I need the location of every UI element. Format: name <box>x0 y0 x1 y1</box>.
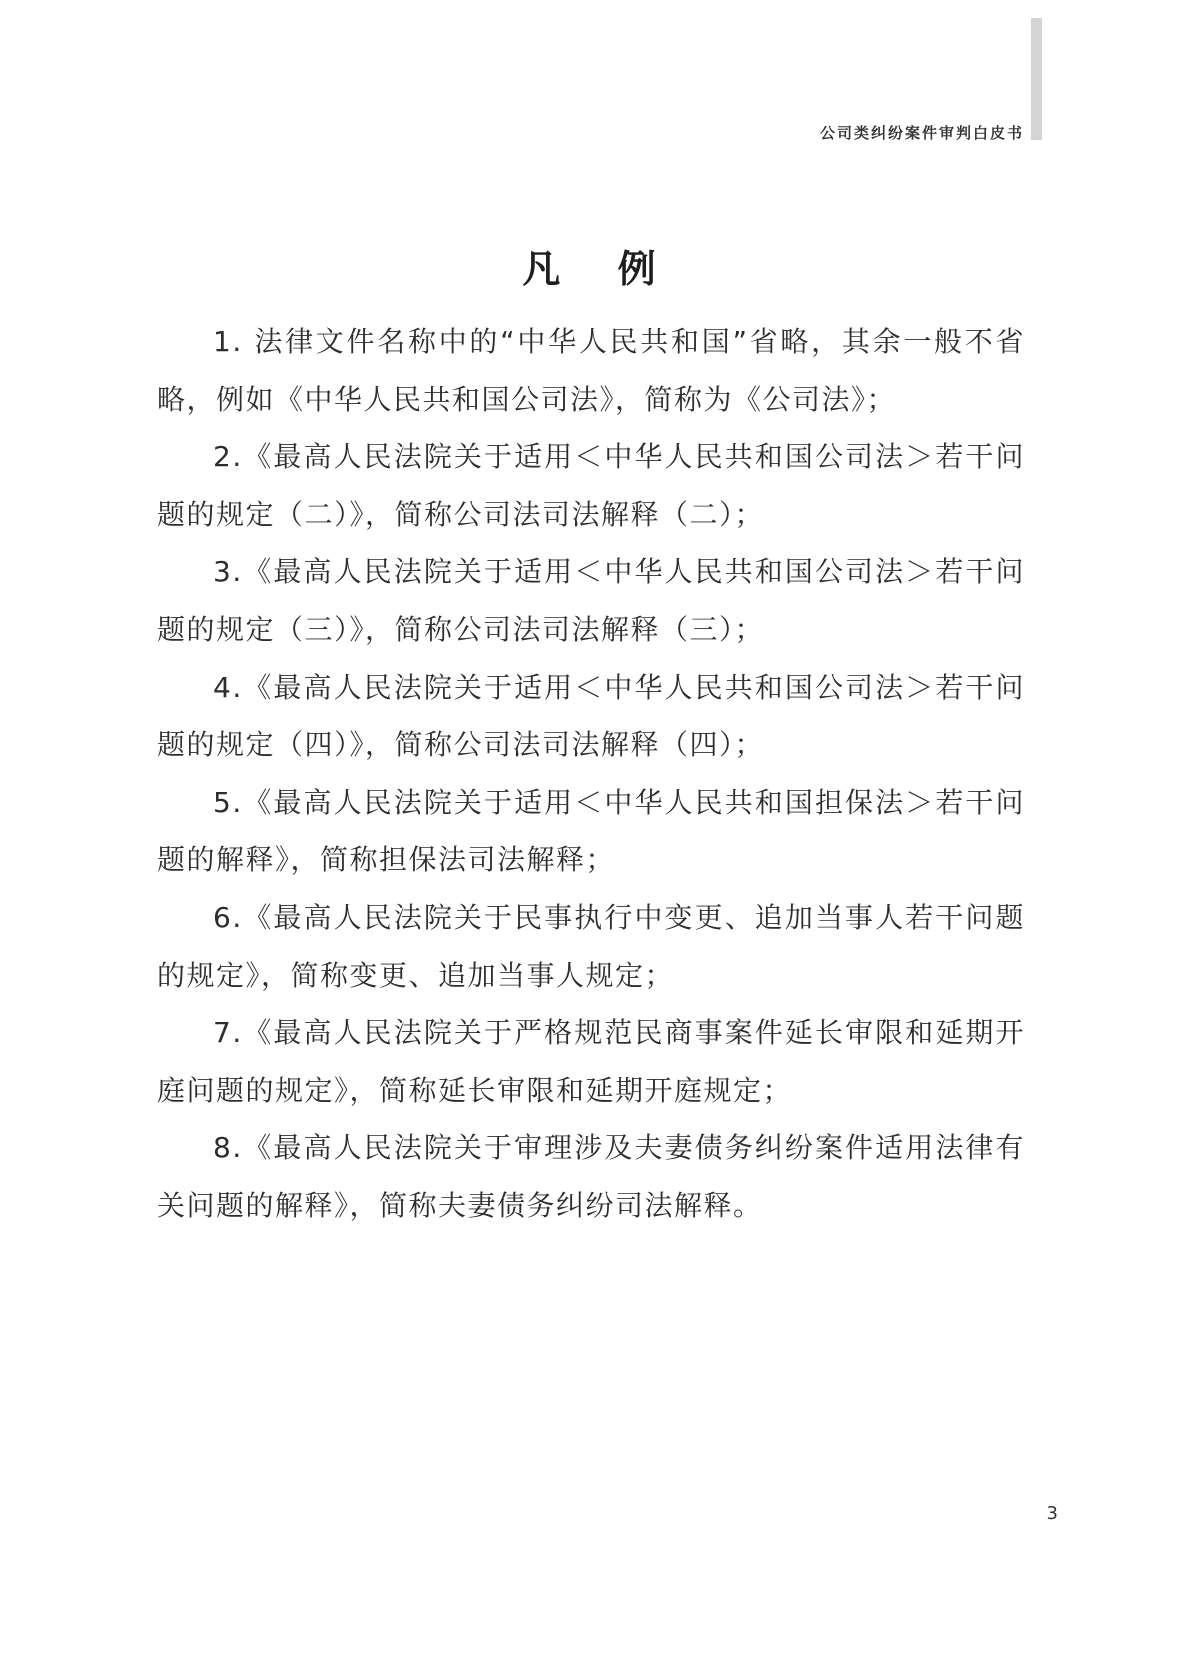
conventions-list <box>157 313 1025 1235</box>
convention-item-2: 2.《最高人民法院关于适用＜中华人民共和国公司法＞若干问题的规定（二）》，简称公司法司法解释（二）； <box>157 440 1025 531</box>
convention-item-6: 6.《最高人民法院关于民事执行中变更、追加当事人若干问题的规定》，简称变更、追加当事人规定； <box>157 900 1025 992</box>
convention-item-8: 8.《最高人民法院关于审理涉及夫妻债务纠纷案件适用法律有关问题的解释》，简称夫妻债务纠纷司法解释。 <box>157 1131 1025 1222</box>
convention-item-5: 5.《最高人民法院关于适用＜中华人民共和国担保法＞若干问题的解释》，简称担保法司法解释； <box>157 785 1025 877</box>
convention-item-3: 3.《最高人民法院关于适用＜中华人民共和国公司法＞若干问题的规定（三）》，简称公司法司法解释（三）； <box>157 555 1025 646</box>
convention-item-7: 7.《最高人民法院关于严格规范民商事案件延长审限和延期开庭问题的规定》，简称延长审限和延期开庭规定； <box>157 1016 1025 1107</box>
convention-item-4: 4.《最高人民法院关于适用＜中华人民共和国公司法＞若干问题的规定（四）》，简称公司法司法解释（四）； <box>157 670 1025 762</box>
header-decor-bar <box>1031 18 1042 140</box>
page-title: 凡 例 <box>522 246 678 291</box>
page-number: 3 <box>1046 1503 1058 1524</box>
convention-item-1: 1. 法律文件名称中的“中华人民共和国”省略，其余一般不省略，例如《中华人民共和国公司法》，简称为《公司法》； <box>157 325 1025 416</box>
running-header-title: 公司类纠纷案件审判白皮书 <box>819 124 1024 142</box>
